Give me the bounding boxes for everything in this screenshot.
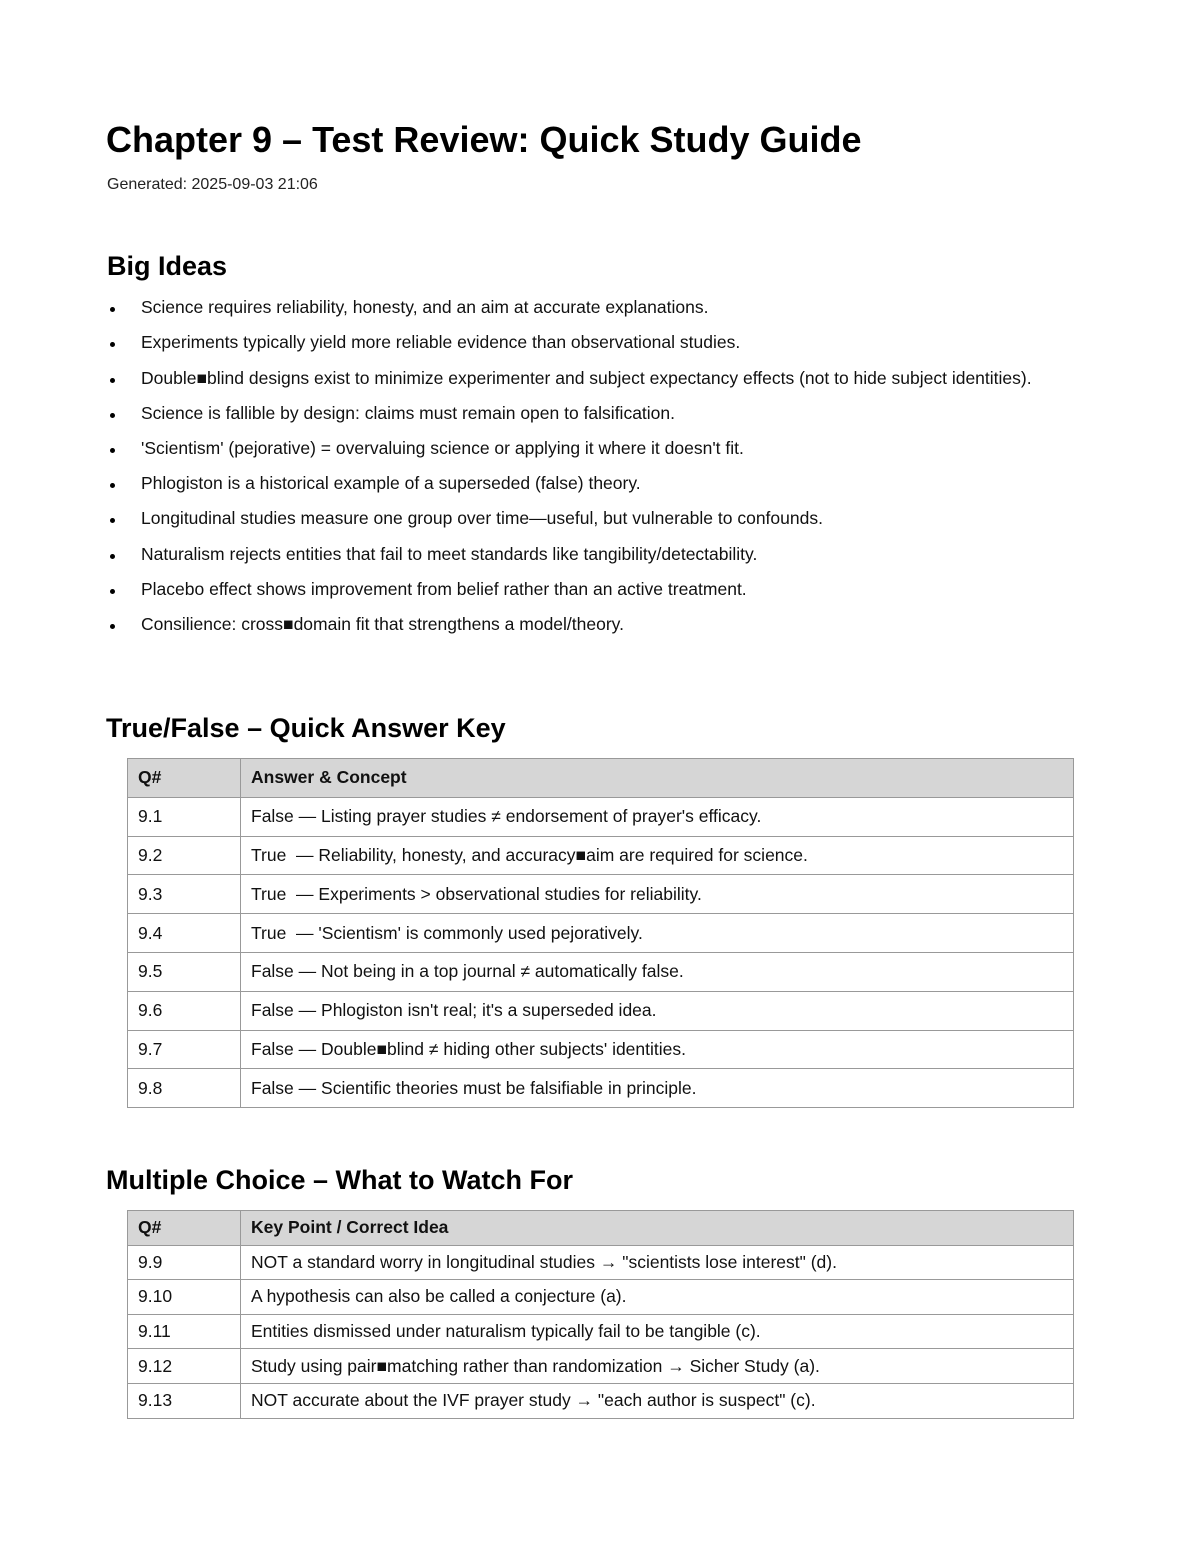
table-row <box>128 836 1074 875</box>
question-number: 9.5 <box>128 952 241 991</box>
answer-concept: False — Phlogiston isn't real; it's a superseded idea. <box>241 991 1074 1030</box>
question-number: 9.1 <box>128 797 241 836</box>
question-number: 9.8 <box>128 1069 241 1108</box>
key-point: Entities dismissed under naturalism typically fail to be tangible (c). <box>241 1314 1074 1349</box>
big-ideas-list <box>107 296 1067 649</box>
answer-concept: False — Listing prayer studies ≠ endorsement of prayer's efficacy. <box>241 797 1074 836</box>
answer-concept: False — Double■blind ≠ hiding other subjects' identities. <box>241 1030 1074 1069</box>
answer-concept: True — Experiments > observational studies for reliability. <box>241 875 1074 914</box>
page-title: Chapter 9 – Test Review: Quick Study Guide <box>106 119 862 160</box>
list-item: Placebo effect shows improvement from belief rather than an active treatment. <box>107 578 1067 600</box>
answer-concept: True — 'Scientism' is commonly used pejoratively. <box>241 914 1074 953</box>
generated-timestamp: Generated: 2025-09-03 21:06 <box>107 176 318 193</box>
table-row <box>128 1280 1074 1315</box>
list-item: Longitudinal studies measure one group over time—useful, but vulnerable to confounds. <box>107 507 1067 529</box>
section-heading-big-ideas: Big Ideas <box>107 251 228 281</box>
table-row <box>128 1314 1074 1349</box>
question-number: 9.13 <box>128 1383 241 1418</box>
question-number: 9.4 <box>128 914 241 953</box>
list-item: Consilience: cross■domain fit that strengthens a model/theory. <box>107 613 1067 635</box>
table-row <box>128 914 1074 953</box>
key-point: NOT a standard worry in longitudinal studies → "scientists lose interest" (d). <box>241 1245 1074 1280</box>
table-row <box>128 1349 1074 1384</box>
list-item: Phlogiston is a historical example of a superseded (false) theory. <box>107 472 1067 494</box>
table-header-row <box>128 759 1074 798</box>
section-heading-true-false: True/False – Quick Answer Key <box>106 713 506 743</box>
column-header: Q# <box>128 759 241 798</box>
table-row <box>128 952 1074 991</box>
table-row <box>128 875 1074 914</box>
question-number: 9.10 <box>128 1280 241 1315</box>
column-header: Q# <box>128 1211 241 1246</box>
true-false-table <box>127 758 1074 1108</box>
table-row <box>128 1069 1074 1108</box>
list-item: Double■blind designs exist to minimize experimenter and subject expectancy effects (not to hide subject identities). <box>107 367 1067 389</box>
question-number: 9.6 <box>128 991 241 1030</box>
key-point: Study using pair■matching rather than randomization → Sicher Study (a). <box>241 1349 1074 1384</box>
question-number: 9.12 <box>128 1349 241 1384</box>
section-heading-multiple-choice: Multiple Choice – What to Watch For <box>106 1165 573 1195</box>
question-number: 9.7 <box>128 1030 241 1069</box>
list-item: Science requires reliability, honesty, and an aim at accurate explanations. <box>107 296 1067 318</box>
list-item: Science is fallible by design: claims must remain open to falsification. <box>107 402 1067 424</box>
question-number: 9.11 <box>128 1314 241 1349</box>
column-header: Key Point / Correct Idea <box>241 1211 1074 1246</box>
table-row <box>128 1245 1074 1280</box>
answer-concept: False — Not being in a top journal ≠ automatically false. <box>241 952 1074 991</box>
table-row <box>128 1030 1074 1069</box>
question-number: 9.9 <box>128 1245 241 1280</box>
table-row <box>128 797 1074 836</box>
column-header: Answer & Concept <box>241 759 1074 798</box>
list-item: Naturalism rejects entities that fail to meet standards like tangibility/detectability. <box>107 543 1067 565</box>
multiple-choice-table <box>127 1210 1074 1419</box>
list-item: 'Scientism' (pejorative) = overvaluing science or applying it where it doesn't fit. <box>107 437 1067 459</box>
key-point: A hypothesis can also be called a conjecture (a). <box>241 1280 1074 1315</box>
table-row <box>128 991 1074 1030</box>
answer-concept: False — Scientific theories must be falsifiable in principle. <box>241 1069 1074 1108</box>
question-number: 9.3 <box>128 875 241 914</box>
list-item: Experiments typically yield more reliable evidence than observational studies. <box>107 331 1067 353</box>
key-point: NOT accurate about the IVF prayer study → "each author is suspect" (c). <box>241 1383 1074 1418</box>
answer-concept: True — Reliability, honesty, and accuracy■aim are required for science. <box>241 836 1074 875</box>
table-row <box>128 1383 1074 1418</box>
table-header-row <box>128 1211 1074 1246</box>
question-number: 9.2 <box>128 836 241 875</box>
